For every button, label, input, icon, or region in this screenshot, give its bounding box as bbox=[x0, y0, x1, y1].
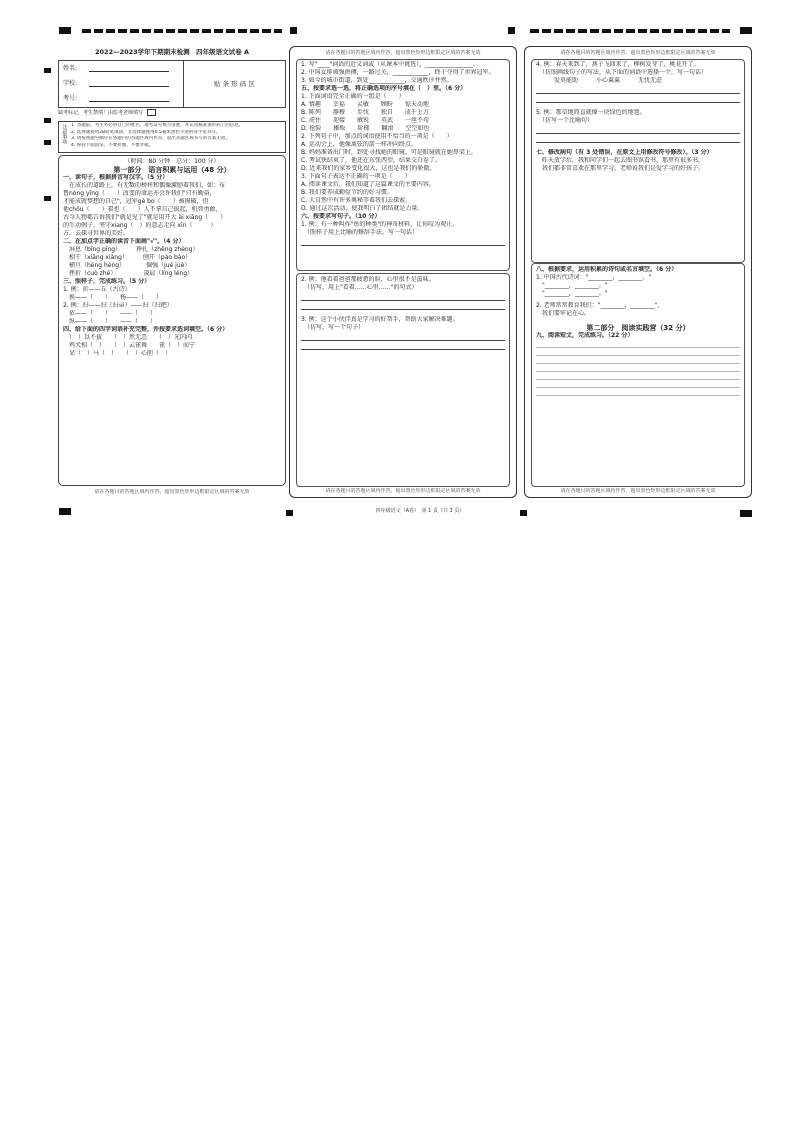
registration-mark-tr bbox=[740, 27, 752, 34]
name-field-label: 姓名: bbox=[63, 65, 78, 72]
c2-q5-heading: 五、按要求选一选，将正确选项的序号填在（ ）里。（6 分） bbox=[301, 85, 467, 92]
c2-q5-3b: B. 我们要养成勤俭节约的好习惯。 bbox=[301, 189, 393, 196]
c3-q8-1c: "________，________。" bbox=[536, 290, 608, 297]
q2-row-2: 相干（xiāng xiàng） 刨开（páo bào） bbox=[63, 254, 192, 261]
registration-mark-tl bbox=[59, 27, 71, 34]
notice-label: 注意事项 bbox=[61, 124, 68, 144]
notice-line-2: 2. 选择题使用2B铅笔填涂，非选择题使用0.5毫米黑色字迹的签字笔书写。 bbox=[71, 129, 221, 135]
c3-q4: 4. 例：春天来到了，燕子飞回来了，柳树发芽了，桃花开了。 bbox=[536, 61, 700, 68]
school-field-label: 学校: bbox=[63, 80, 78, 87]
panel3-note: 请在各题目的答题区域内作答，超出黑色矩形边框限定区域的答案无效 bbox=[560, 50, 716, 56]
c2-q5-3d: D. 通过这次活动，使我明白了团结就是力量。 bbox=[301, 205, 424, 212]
c3-q7-text-1: 昨天放学后，我和同学们一起去图书馆看书，那里有很多书， bbox=[536, 157, 705, 164]
q3-row-2: 依——（ ） ——（ ） bbox=[63, 310, 157, 317]
panel2-box-b bbox=[296, 273, 510, 487]
absent-checkbox[interactable] bbox=[147, 109, 156, 116]
c3-q8-1b: "________，________。" bbox=[536, 282, 608, 289]
registration-mark-bc bbox=[286, 510, 293, 516]
c2-q5-3a: A. 阅读课文后，我们知道了这篇课文的主要内容。 bbox=[301, 181, 435, 188]
c2-q6-1b: （照样子用上比喻的修辞手法，写一句话） bbox=[301, 229, 419, 236]
answer-line[interactable] bbox=[536, 85, 740, 94]
panel3-footer: 请在各题目的答题区域内作答，超出黑色矩形边框限定区域的答案无效 bbox=[560, 487, 716, 494]
q1-text-4: 他chōu（ ）着也（ ）人不拿自己拔起，机智勇敢， bbox=[63, 206, 222, 213]
panel2-box-a bbox=[296, 59, 510, 271]
q3-example-2: 2. 例：扫——扫（扫帚）——扫（扫把） bbox=[63, 302, 173, 309]
c2-q5-1a: A. 情趣 幸福 灵敏 顾盼 惊天动地 bbox=[301, 101, 429, 108]
student-info-box bbox=[58, 60, 286, 108]
answer-line[interactable] bbox=[301, 332, 505, 341]
c2-q5-1: 1. 下面词语完全正确的一组是（ ） bbox=[301, 93, 405, 100]
c2-q5-1d: D. 抢险 摊贩 阶梯 翻滚 空空如也 bbox=[301, 125, 430, 132]
c3-q5: 5. 例：那草地简直就像一块绿色的地毯。 bbox=[536, 109, 646, 116]
time-score: （时间：80 分钟 总分：100 分） bbox=[124, 158, 220, 165]
panel1-footer: 请在各题目的答题区域内作答，超出黑色矩形边框限定区域的答案无效 bbox=[94, 488, 250, 495]
panel3-box-a bbox=[531, 59, 745, 263]
answer-line[interactable] bbox=[301, 301, 505, 310]
absent-mark-row bbox=[58, 109, 286, 118]
c2-q5-3: 3. 下面句子表达不正确的一项是（ ） bbox=[301, 173, 411, 180]
c2-q5-1b: B. 陈列 静穆 步伐 独自 成千上万 bbox=[301, 109, 429, 116]
c2-q6-2b: （仿写，用上"看着……心里……"的句式） bbox=[301, 284, 418, 291]
registration-mark-br bbox=[740, 510, 752, 517]
c2-q5-1c: C. 虎往 迎接 敏锐 英武 一丝不苟 bbox=[301, 117, 430, 124]
answer-line[interactable] bbox=[536, 94, 740, 103]
c3-q4b: （仿照画线句子的写法，从下面的词语中选择一个，写一句话） bbox=[536, 69, 708, 76]
q1-text-3: 才能成就梦想的自己"，冠军gè bo（ ）被摸破，但 bbox=[63, 198, 209, 205]
q1-text-6: 的生动例子，坚守xiang（ ）的意志走向 xīn（ ） bbox=[63, 222, 217, 229]
c2-q6-3: 3. 例：这个小伙伴真是学习的好帮手，帮助大家解决难题。 bbox=[301, 316, 459, 323]
exam-number-field[interactable] bbox=[89, 95, 169, 102]
c3-q7-heading: 七、修改病句（有 3 处错误，在原文上用修改符号修改）。（3 分） bbox=[536, 149, 713, 156]
c2-q6-heading: 六、按要求写句子。（10 分） bbox=[301, 213, 381, 220]
q2-row-4: 挫折（cuò zhé） 凌晨（líng léng） bbox=[63, 270, 194, 277]
c2-q5-2c: C. 考试快结束了，他还在东张西望，结果交白卷了。 bbox=[301, 157, 442, 164]
c3-q8-1: 1. 中国古代诗词："________，________。" bbox=[536, 274, 652, 281]
notice-text bbox=[71, 123, 283, 149]
part2-heading: 第二部分 阅读实践营（32 分） bbox=[586, 324, 690, 332]
c2-q5-2d: D. 近来我们的家乡变化很大，这也是我们的骄傲。 bbox=[301, 165, 436, 172]
answer-line[interactable] bbox=[536, 125, 740, 134]
side-mark-2 bbox=[44, 118, 51, 123]
registration-mark-tc2 bbox=[508, 27, 515, 34]
panel2-footer: 请在各题目的答题区域内作答，超出黑色矩形边框限定区域的答案无效 bbox=[325, 487, 481, 494]
c3-q8-2: 2. 老师常常教育我们："________，________"， bbox=[536, 302, 664, 309]
absent-mark-label: 缺考标记，考生禁填！由监考老师填写 bbox=[58, 110, 144, 116]
c2-q6-1: 1. 例：有一种叫作"鱼的种类"的神奇材料，让你叹为观止。 bbox=[301, 221, 459, 228]
q2-row-3: 横亘（héng hèng） 倔强（jué juè） bbox=[63, 262, 191, 269]
part1-heading: 第一部分 语言积累与运用（48 分） bbox=[113, 166, 231, 174]
c2-q6-3b: （仿写，写一个句子） bbox=[301, 324, 365, 331]
side-mark-3 bbox=[44, 140, 51, 145]
notice-line-1: 1. 答题前，考生务必将自己的姓名、准考证号填写清楚，并认真核准条形码上的信息。 bbox=[71, 123, 244, 128]
c2-line-2: 2. 中国女排顽强拼搏，一路过关，____________，终于夺得了世界冠军。 bbox=[301, 69, 495, 76]
q1-text-1: 在成长的道路上，有无数的榜样和偶像激励着我们，如：布 bbox=[63, 182, 226, 189]
c2-line-1: 1. 写"____"词语的近义词或（从课本中挑选），________________。 bbox=[301, 61, 480, 68]
q4-heading: 四、给下面的四字词语补充完整，并按要求选词填空。（6 分） bbox=[63, 326, 229, 333]
q3-row-1: 换——（ ） 杨——（ ） bbox=[63, 294, 163, 301]
notice-line-4: 4. 保持卡面清洁，不要折叠、不要弄破。 bbox=[71, 142, 154, 148]
answer-panel-2 bbox=[289, 46, 517, 498]
q1-text-7: 方，去探寻世界的美好。 bbox=[63, 230, 130, 237]
c3-q8-heading: 八、根据要求，运用积累的诗句或名言填空。（6 分） bbox=[536, 266, 678, 273]
q1-heading: 一、读句子，根据拼音写汉字。（5 分） bbox=[63, 174, 169, 181]
school-field[interactable] bbox=[89, 80, 169, 87]
c3-q4-words: 爱莫能助 小心翼翼 无忧无虑 bbox=[536, 77, 663, 84]
registration-mark-tc bbox=[290, 27, 297, 34]
panel3-box-b bbox=[531, 263, 745, 487]
answer-line[interactable] bbox=[536, 134, 740, 143]
answer-panel-3 bbox=[524, 46, 752, 498]
c2-q5-2a: A. 运动会上，他像离弦的箭一样冲向终点。 bbox=[301, 141, 417, 148]
page-footer: 四年级语文（A卷） 第 1 页（共 3 页） bbox=[375, 508, 465, 514]
q2-heading: 二、在加点字正确的读音下面画"√"。（4 分） bbox=[63, 238, 185, 245]
answer-panel-1 bbox=[58, 46, 286, 498]
q3-example-1: 1. 例：折——丘（古诗） bbox=[63, 286, 131, 293]
answer-line[interactable] bbox=[301, 237, 505, 246]
c3-q5b: （仿写一个比喻句） bbox=[536, 117, 594, 124]
reading-passage bbox=[536, 342, 740, 402]
exam-title: 2022—2023学年下期期末检测 四年级语文试卷 A bbox=[95, 48, 249, 56]
seal-line-right bbox=[530, 29, 730, 33]
barcode-area-label: 贴 条 形 码 区 bbox=[214, 79, 255, 88]
c2-q6-2: 2. 例：他看着爸爸那疲惫的脸，心里很不是滋味。 bbox=[301, 276, 435, 283]
q3-heading: 三、照样子，完成练习。（5 分） bbox=[63, 278, 151, 285]
q4-row-2: 鸡犬相（ ） （ ）云雀舞 雀（ ）而宁 bbox=[63, 342, 196, 349]
q4-row-1: （ ）以不拔 （ ）然无恙 （ ）光闪闪 bbox=[63, 334, 193, 341]
registration-mark-bl bbox=[59, 508, 71, 515]
c3-q8-2b: 我们要牢记在心。 bbox=[536, 310, 591, 317]
barcode-area bbox=[183, 61, 285, 107]
name-field[interactable] bbox=[89, 65, 169, 72]
c2-q5-2b: B. 妈妈准备出门时，到处寻找她的眼镜，可是眼镜就在她鼻梁上。 bbox=[301, 149, 477, 156]
panel2-note: 请在各题目的答题区域内作答，超出黑色矩形边框限定区域的答案无效 bbox=[325, 50, 481, 56]
notice-box bbox=[58, 121, 286, 153]
c3-q9-heading: 九、阅读短文，完成练习。（22 分） bbox=[536, 332, 634, 339]
q4-row-3: 呆（ ）马（ ） （ ）心胆（ ） bbox=[63, 350, 172, 357]
side-mark-4 bbox=[44, 196, 51, 201]
c3-q7-text-2: 我们都非常喜欢在那里学习，老师说我们是爱学习的好孩子。 bbox=[536, 165, 705, 172]
q2-row-1: 屏息（bǐng pīng） 挣扎（zhēng zhèng） bbox=[63, 246, 199, 253]
c2-line-3: 3. 如今的城市街道，到处____________，交通秩序井然。 bbox=[301, 77, 453, 84]
question-box-1 bbox=[58, 155, 286, 486]
answer-line[interactable] bbox=[301, 341, 505, 350]
notice-line-3: 3. 请按照题号顺序在各题目的答题区域内作答，超出答题区域书写的答案无效。 bbox=[71, 136, 230, 141]
c2-q5-3c: C. 大自然中有许多奥秘等着我们去探索。 bbox=[301, 197, 412, 204]
exam-number-label: 考号: bbox=[63, 95, 78, 102]
c2-q5-2: 2. 下列句子中，加点的词语使用不恰当的一项是（ ） bbox=[301, 133, 453, 140]
q1-text-2: 鲁nóng yīng（ ）改变的命运亦会许我们"只有勤奋， bbox=[63, 190, 216, 197]
side-mark-1 bbox=[44, 68, 51, 73]
q3-row-3: 纵——（ ） ——（ ） bbox=[63, 318, 157, 325]
seal-line-left bbox=[82, 29, 282, 33]
answer-line[interactable] bbox=[301, 292, 505, 301]
q1-text-5: 古今人物都告诉我们"就是见了"就是用开大 ài xiāng（ ） bbox=[63, 214, 227, 221]
